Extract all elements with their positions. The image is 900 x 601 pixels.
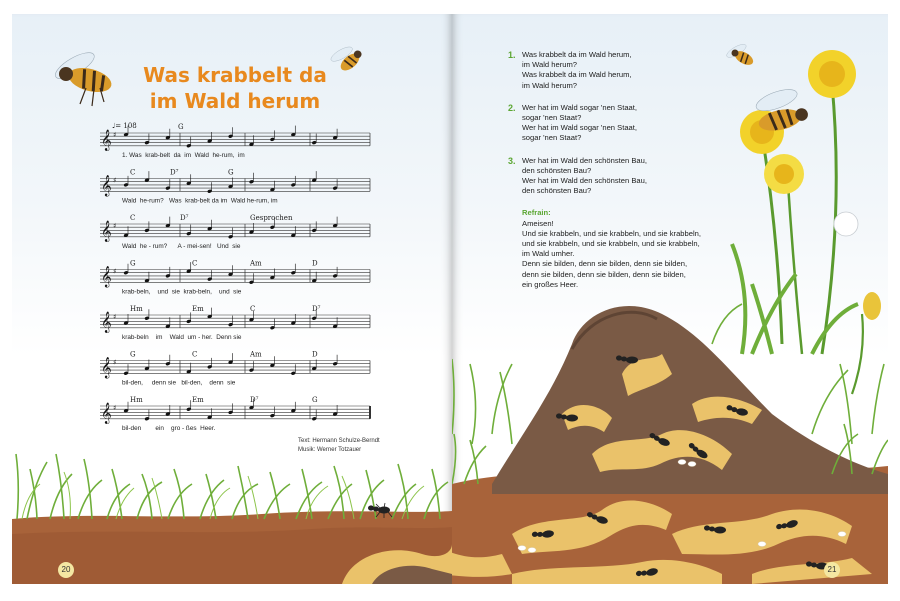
- lyric-line: sogar 'nen Staat?: [522, 133, 582, 143]
- chord-symbol: D⁷: [250, 396, 259, 404]
- chord-symbol: C: [130, 214, 136, 222]
- treble-clef-icon: 𝄞: [101, 266, 112, 288]
- song-credits: [298, 437, 380, 455]
- treble-clef-icon: 𝄞: [101, 130, 112, 151]
- treble-clef-icon: 𝄞: [101, 175, 112, 197]
- bee-illustration: [329, 44, 362, 73]
- lyric-line: denn sie bilden, denn sie bilden, denn sie bilden,: [522, 269, 686, 279]
- score-lyrics: krab-beln im Wald um - her. Denn sie: [122, 334, 242, 341]
- lyric-line: Wer hat im Wald sogar 'nen Staat,: [522, 102, 637, 112]
- score-lyrics: krab-beln, und sie krab-beln, und sie: [122, 288, 242, 296]
- refrain: [508, 208, 758, 290]
- treble-clef-icon: 𝄞: [101, 221, 112, 242]
- key-signature: ♯: [113, 176, 117, 185]
- page-number-right: 21: [824, 562, 840, 578]
- score-lyrics: Wald he - rum? A - mei-sen! Und sie: [122, 243, 241, 250]
- bee-illustration: [754, 85, 808, 134]
- verse-1: [508, 50, 758, 91]
- lyric-line: Ameisen!: [522, 218, 554, 228]
- chord-symbol: Am: [250, 259, 262, 268]
- chord-symbol: G: [178, 123, 184, 131]
- chord-symbol: D⁷: [312, 305, 321, 313]
- key-signature: ♯: [113, 404, 117, 412]
- lyric-line: im Wald herum?: [522, 60, 577, 70]
- verse-2: [508, 103, 758, 144]
- treble-clef-icon: 𝄞: [101, 357, 112, 379]
- lyric-line: Denn sie bilden, denn sie bilden, denn sie bilden,: [522, 259, 688, 269]
- chord-symbol: G: [130, 350, 136, 359]
- chord-symbol: G: [228, 168, 234, 177]
- score-lyrics: bil-den ein gro - ßes Heer.: [122, 425, 216, 432]
- key-signature: ♯: [113, 222, 117, 230]
- treble-clef-icon: 𝄞: [101, 312, 112, 333]
- lyric-line: sogar 'nen Staat?: [522, 113, 582, 123]
- lyric-line: im Wald herum?: [522, 80, 577, 90]
- bee-illustration: [52, 48, 114, 106]
- song-title-line-1: Was krabbelt da: [143, 63, 327, 87]
- verse-3: [508, 156, 758, 197]
- chord-symbol: C: [250, 305, 256, 313]
- chord-symbol: Em: [192, 305, 204, 313]
- lyric-line: Wer hat im Wald sogar 'nen Staat,: [522, 123, 637, 133]
- sheet-music: [100, 119, 382, 439]
- chord-symbol: Hm: [130, 396, 143, 404]
- song-title-line-2: im Wald herum: [149, 89, 321, 113]
- lyric-line: Was krabbelt da im Wald herum,: [522, 70, 632, 80]
- lyric-line: ein großes Heer.: [522, 279, 579, 289]
- lyric-line: Was krabbelt da im Wald herum,: [522, 50, 632, 59]
- page-number-left: 20: [58, 562, 74, 578]
- key-signature: ♯: [113, 313, 117, 321]
- lyric-line: und sie krabbeln, und sie krabbeln, und sie krabbeln,: [522, 239, 700, 249]
- chord-symbol: Hm: [130, 305, 143, 313]
- chord-symbol: Em: [192, 396, 204, 404]
- score-lyrics: bil-den, denn sie bil-den, denn sie: [122, 379, 236, 387]
- left-page: [12, 14, 452, 584]
- chord-symbol: Am: [250, 350, 262, 359]
- lyric-line: im Wald umher.: [522, 249, 575, 259]
- treble-clef-icon: 𝄞: [101, 403, 112, 424]
- refrain-label: Refrain:: [522, 208, 551, 218]
- chord-symbol: G: [312, 396, 318, 404]
- composer-credit: Musik: Werner Totzauer: [298, 447, 362, 453]
- lyric-line: Und sie krabbeln, und sie krabbeln, und sie krabbeln,: [522, 228, 701, 238]
- lyric-line: den schönsten Bau?: [522, 186, 592, 196]
- song-title: [140, 62, 330, 114]
- verse-number: 2.: [508, 102, 516, 113]
- lyricist-credit: Text: Hermann Schulze-Berndt: [298, 438, 380, 444]
- chord-symbol: D: [312, 259, 318, 268]
- lyric-line: den schönsten Bau?: [522, 165, 592, 175]
- score-lyrics: 1. Was krab-belt da im Wald he-rum, im: [122, 152, 245, 159]
- chord-symbol: D⁷: [180, 214, 189, 222]
- song-lyrics: [508, 50, 758, 290]
- chord-symbol: C: [192, 350, 198, 359]
- lyric-line: Wer hat im Wald den schönsten Bau,: [522, 155, 647, 165]
- chord-symbol: G: [130, 259, 136, 268]
- right-page: [452, 14, 888, 584]
- chord-symbol: D⁷: [170, 168, 179, 177]
- lyric-line: Wer hat im Wald den schönsten Bau,: [522, 176, 647, 186]
- key-signature: ♯: [113, 267, 117, 276]
- chord-symbol: C: [192, 259, 198, 268]
- chord-symbol: C: [130, 168, 136, 177]
- tempo-marking: ♩= 108: [112, 122, 137, 130]
- chord-symbol: D: [312, 350, 318, 359]
- verse-number: 1.: [508, 50, 516, 60]
- chord-symbol: Gesprochen: [250, 214, 293, 222]
- key-signature: ♯: [113, 131, 117, 139]
- score-lyrics: Wald he-rum? Was krab-belt da im Wald he-rum, im: [122, 197, 278, 205]
- verse-number: 3.: [508, 155, 516, 166]
- key-signature: ♯: [113, 358, 117, 367]
